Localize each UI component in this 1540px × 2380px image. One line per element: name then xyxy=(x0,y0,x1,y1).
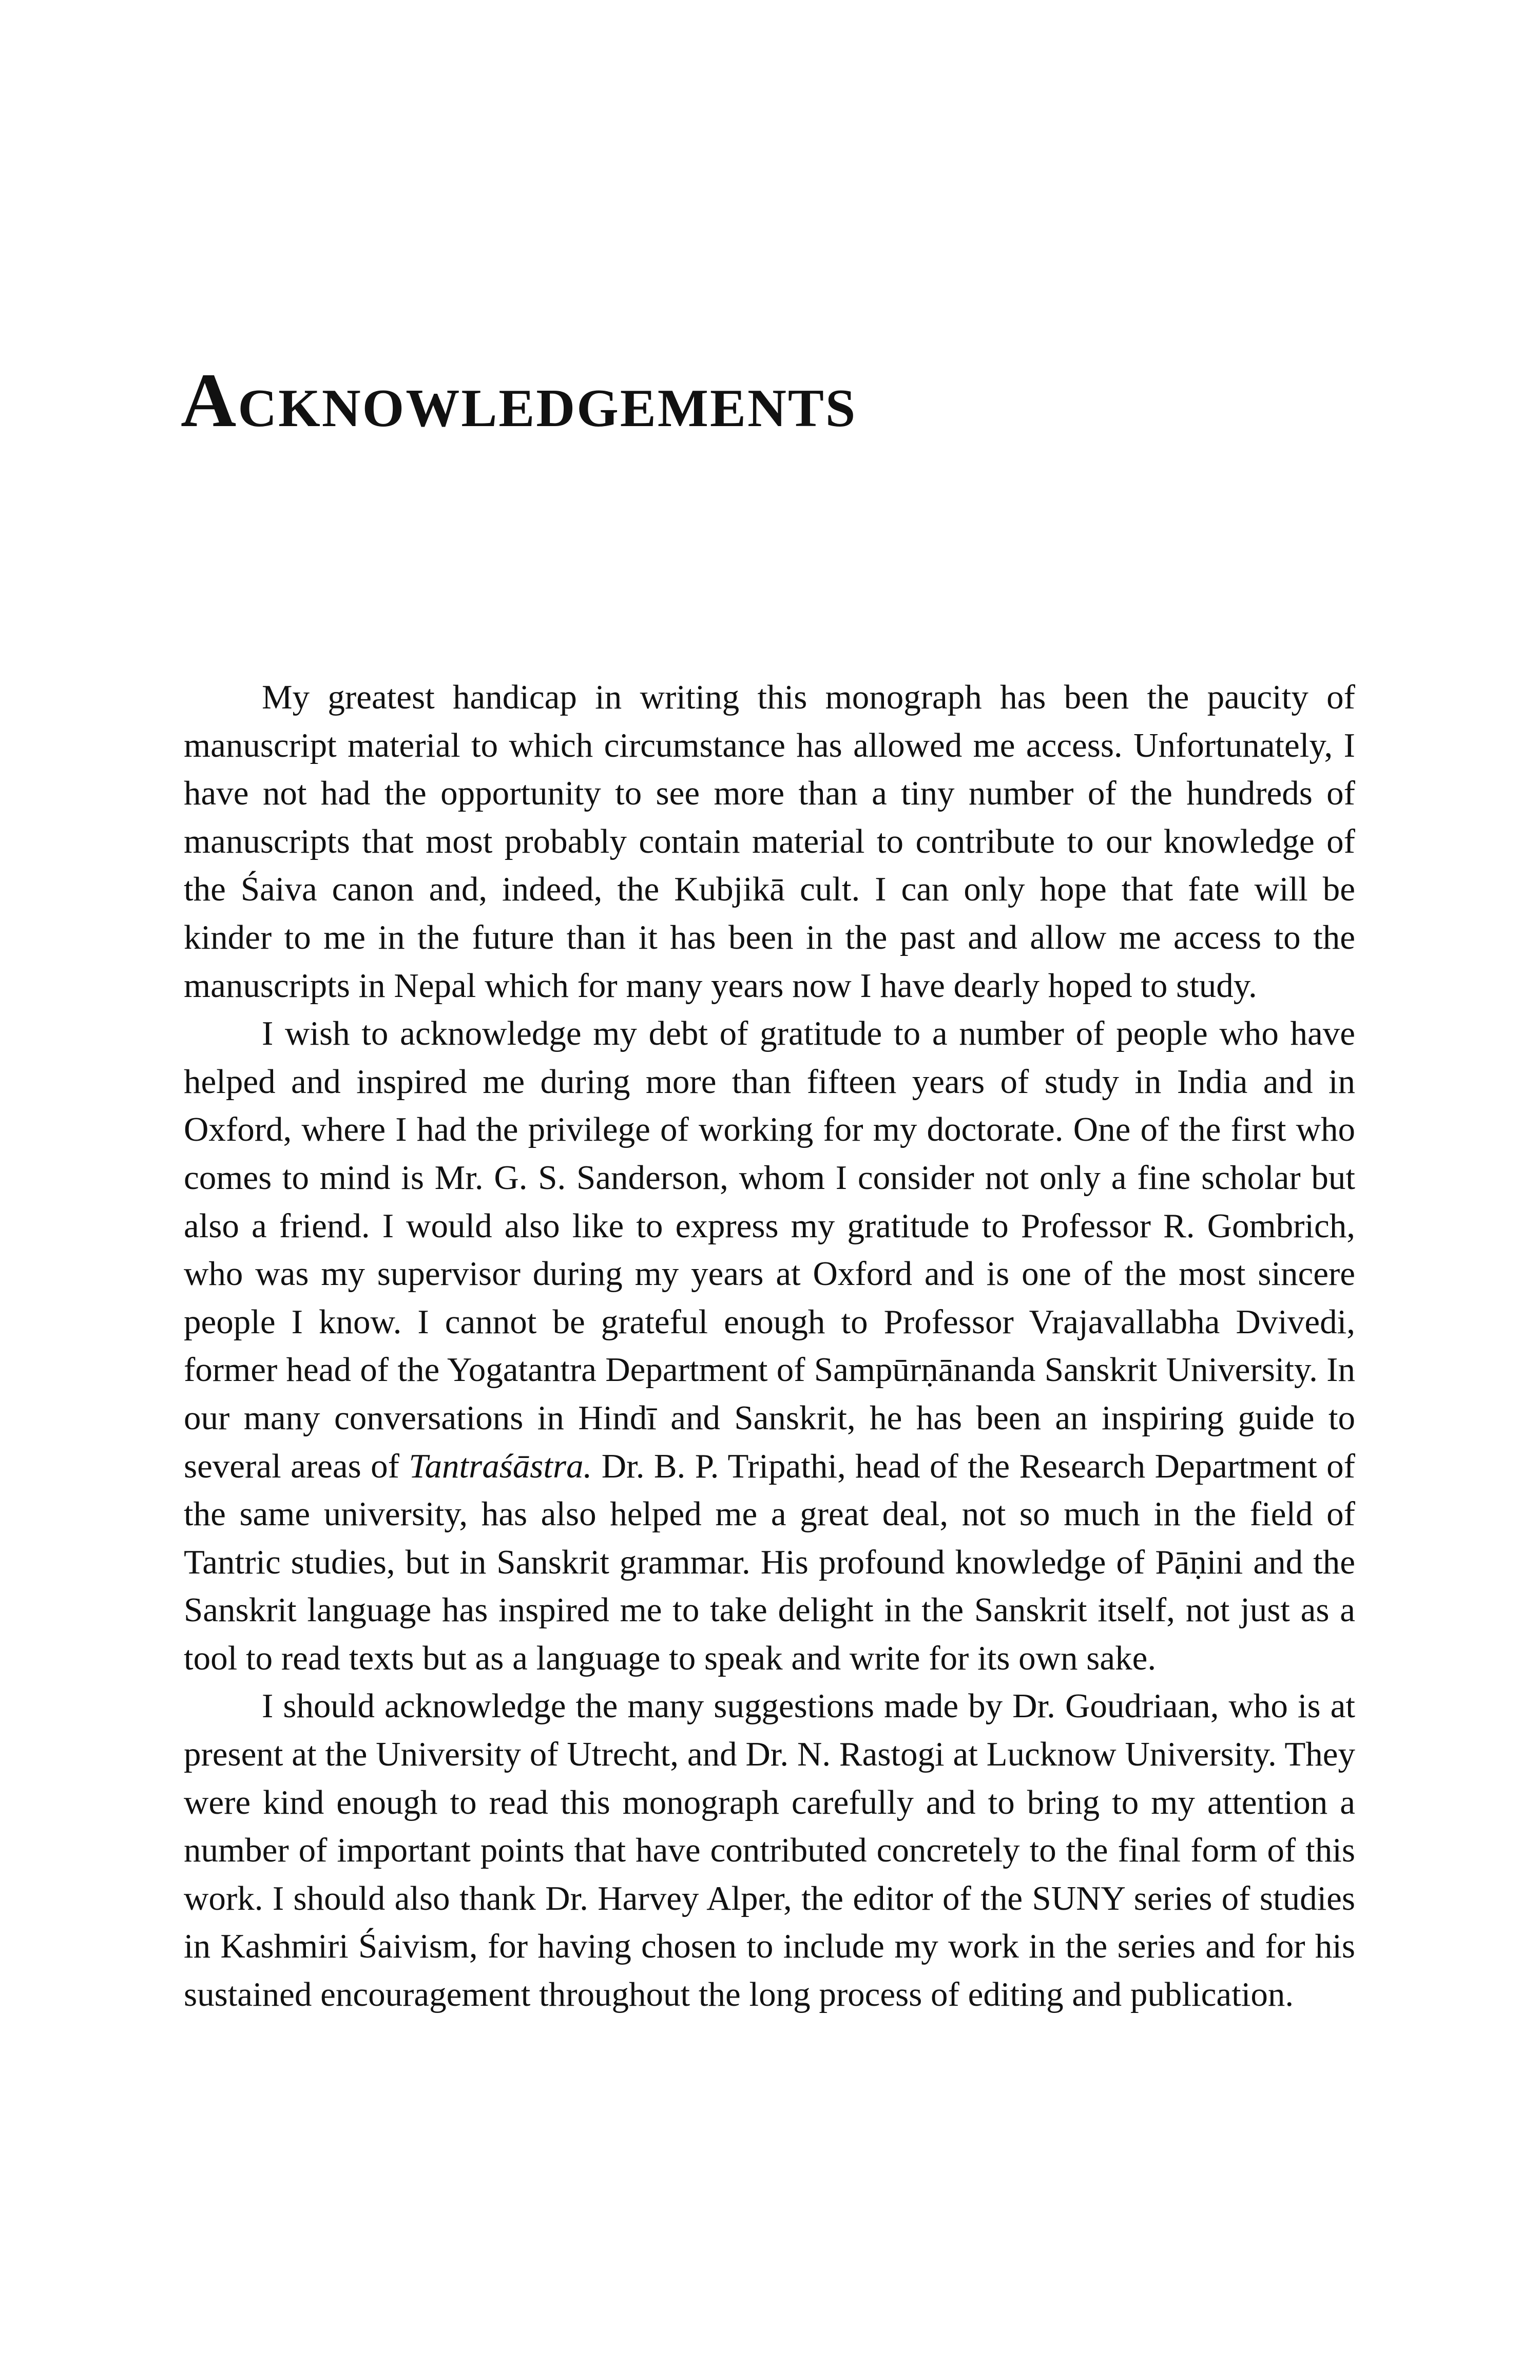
paragraph-gratitude-teachers xyxy=(184,1010,1355,1682)
italic-term: Tantraśāstra. xyxy=(409,1447,592,1485)
page-heading: Acknowledgements xyxy=(181,358,857,443)
paragraph-reviewers-editor: I should acknowledge the many suggestions made by Dr. Goudriaan, who is at present at the University of Utrecht, and Dr. N. Rastogi at Lucknow University. They were kind enough to read this monograph carefully and to bring to my attention a number of important points that have contributed concretely to the final form of this work. I should also thank Dr. Harvey Alper, the editor of the SUNY series of studies in Kashmiri Śaivism, for having chosen to include my work in the series and for his sustained encouragement throughout the long process of editing and publication. xyxy=(184,1687,1355,2014)
paragraph-text-segment: I wish to acknowledge my debt of gratitude to a number of people who have helped and inspired me during more than fifteen years of study in India and in Oxford, where I had the privilege of working for my doctorate. One of the first who comes to mind is Mr. G. S. Sanderson, whom I consider not only a fine scholar but also a friend. I would also like to express my gratitude to Professor R. Gombrich, who was my supervisor during my years at Oxford and is one of the most sincere people I know. I cannot be grateful enough to Professor Vrajavallabha Dvivedi, former head of the Yogatantra Department of Sampūrṇānanda Sanskrit University. In our many conversations in Hindī and Sanskrit, he has been an inspiring guide to several areas of xyxy=(184,1014,1355,1485)
acknowledgements-body xyxy=(184,674,1355,2019)
paragraph-manuscript-access: My greatest handicap in writing this monograph has been the paucity of manuscript material to which circumstance has allowed me access. Unfortunately, I have not had the opportunity to see more than a tiny number of the hundreds of manuscripts that most probably contain material to contribute to our knowledge of the Śaiva canon and, indeed, the Kubjikā cult. I can only hope that fate will be kinder to me in the future than it has been in the past and allow me access to the manuscripts in Nepal which for many years now I have dearly hoped to study. xyxy=(184,678,1355,1005)
paragraph-text-segment: Dr. B. P. Tripathi, head of the Research Department of the same university, has also helped me a great deal, not so much in the field of Tantric studies, but in Sanskrit grammar. His profound knowledge of Pāṇini and the Sanskrit language has inspired me to take delight in the Sanskrit itself, not just as a tool to read texts but as a language to speak and write for its own sake. xyxy=(184,1447,1355,1677)
